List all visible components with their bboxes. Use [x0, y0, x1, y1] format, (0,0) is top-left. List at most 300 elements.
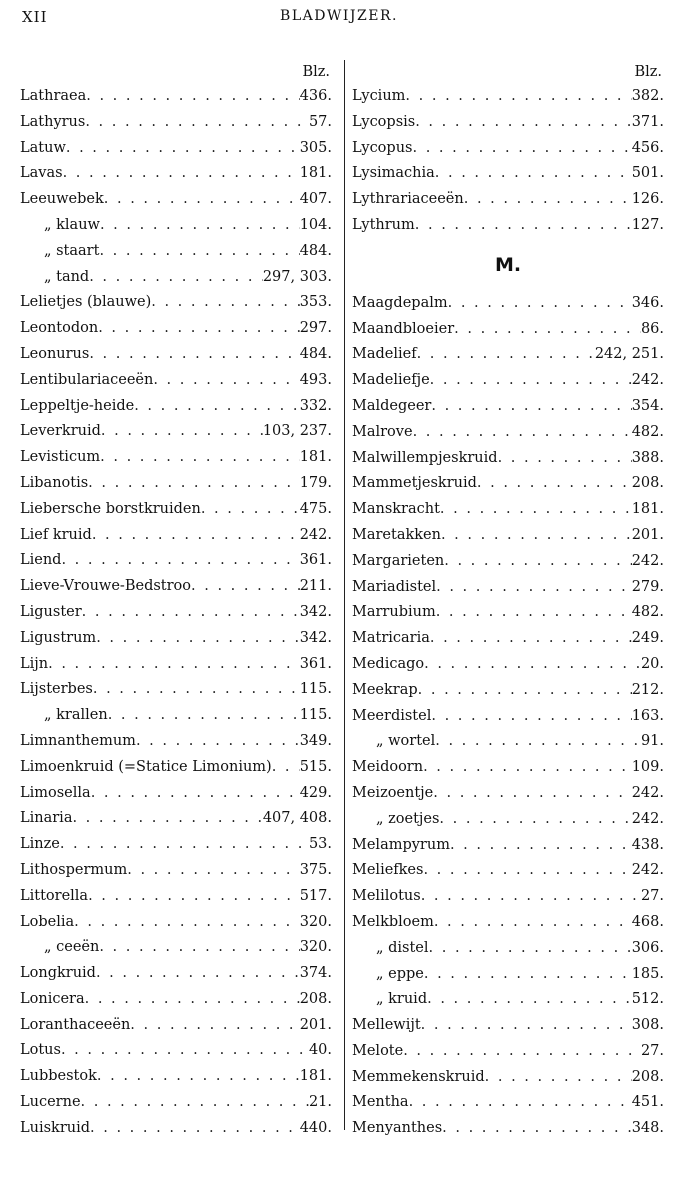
entry-term: Lonicera: [20, 990, 85, 1007]
entry-page-ref: 436.: [299, 88, 332, 104]
entry-page-ref: 242, 251.: [594, 346, 664, 363]
entry-page-ref: 115.: [299, 707, 332, 724]
index-entry: [20, 316, 332, 342]
dot-leader: [99, 239, 299, 265]
entry-page-ref: 306.: [631, 939, 664, 956]
entry-page-ref: 484.: [299, 345, 332, 362]
entry-term: Madeliefje: [352, 372, 430, 389]
dot-leader: [96, 961, 300, 987]
dot-leader: [61, 1038, 309, 1064]
index-entry: [352, 729, 664, 755]
index-entry: [352, 600, 664, 626]
dot-leader: [134, 394, 299, 420]
entry-page-ref: 349.: [299, 732, 332, 749]
index-entry: [20, 136, 332, 162]
dot-leader: [424, 962, 632, 988]
index-entry: [352, 523, 664, 549]
index-entry: [20, 1090, 332, 1116]
dot-leader: [86, 84, 299, 110]
entry-term: „ klauw: [44, 216, 100, 233]
dot-leader: [92, 523, 300, 549]
entry-page-ref: 501.: [631, 165, 664, 182]
entry-term: „ zoetjes: [376, 810, 440, 827]
dot-leader: [464, 187, 632, 213]
entry-term: Mariadistel: [352, 578, 437, 595]
entry-term: Limoenkruid (=Statice Limonium): [20, 758, 272, 775]
entry-term: Latuw: [20, 139, 66, 156]
dot-leader: [151, 290, 299, 316]
dot-leader: [130, 1013, 299, 1039]
entry-term: Matricaria: [352, 630, 430, 647]
entry-term: Liebersche borstkruiden: [20, 500, 201, 517]
entry-term: Leeuwebek: [20, 191, 104, 208]
entry-page-ref: 388.: [631, 449, 664, 466]
dot-leader: [403, 1039, 641, 1065]
entry-term: Leontodon: [20, 320, 99, 337]
dot-leader: [424, 652, 641, 678]
index-entry: [20, 445, 332, 471]
dot-leader: [439, 807, 631, 833]
dot-leader: [431, 394, 631, 420]
dot-leader: [96, 626, 300, 652]
dot-leader: [423, 858, 631, 884]
entry-term: „ eppe: [376, 965, 424, 982]
entry-term: Mentha: [352, 1094, 409, 1111]
entry-page-ref: 181.: [631, 501, 664, 518]
dot-leader: [101, 419, 263, 445]
dot-leader: [100, 445, 300, 471]
entry-page-ref: 127.: [631, 216, 664, 233]
entry-term: Melkbloem: [352, 913, 434, 930]
dot-leader: [441, 523, 632, 549]
index-entry: [352, 136, 664, 162]
index-entry: [20, 342, 332, 368]
index-entry: [20, 471, 332, 497]
entry-page-ref: 482.: [631, 604, 664, 621]
dot-leader: [430, 368, 632, 394]
dot-leader: [201, 497, 300, 523]
index-entry: [352, 936, 664, 962]
index-entry: [352, 626, 664, 652]
entry-page-ref: 354.: [631, 397, 664, 414]
entry-page-ref: 208.: [631, 1068, 664, 1085]
blz-label: Blz.: [302, 64, 330, 80]
entry-term: Maandbloeier: [352, 320, 455, 337]
entry-term: Linze: [20, 836, 60, 853]
index-entry-list: [20, 84, 332, 1142]
dot-leader: [85, 110, 309, 136]
index-entry: [20, 729, 332, 755]
index-entry: [20, 110, 332, 136]
entry-page-ref: 208.: [631, 475, 664, 492]
dot-leader: [436, 575, 632, 601]
entry-term: Maagdepalm: [352, 294, 448, 311]
entry-page-ref: 91.: [640, 733, 664, 750]
index-entry: [352, 884, 664, 910]
entry-page-ref: 212.: [631, 681, 664, 698]
index-entry: [20, 806, 332, 832]
entry-term: Longkruid: [20, 965, 96, 982]
entry-term: Leonurus: [20, 345, 90, 362]
entry-page-ref: 484.: [299, 242, 332, 259]
dot-leader: [405, 84, 631, 110]
index-entry: [20, 84, 332, 110]
entry-term: „ distel: [376, 939, 429, 956]
index-entry: [352, 1039, 664, 1065]
index-entry: [352, 291, 664, 317]
index-entry: [20, 600, 332, 626]
entry-term: Lycopsis: [352, 113, 416, 130]
entry-term: Mellewijt: [352, 1017, 421, 1034]
entry-page-ref: 109.: [631, 759, 664, 776]
page-header: [22, 8, 656, 36]
entry-term: Lucerne: [20, 1094, 81, 1111]
dot-leader: [423, 755, 632, 781]
dot-leader: [434, 910, 632, 936]
dot-leader: [498, 446, 632, 472]
entry-page-ref: 104.: [299, 216, 332, 233]
entry-term: Levisticum: [20, 449, 101, 466]
entry-term: Lelietjes (blauwe): [20, 294, 152, 311]
entry-term: Medicago: [352, 655, 425, 672]
dot-leader: [444, 549, 631, 575]
dot-leader: [415, 213, 632, 239]
entry-page-ref: 40.: [308, 1042, 332, 1059]
index-entry: [20, 213, 332, 239]
index-entry: [20, 265, 332, 291]
entry-page-ref: 493.: [299, 371, 332, 388]
dot-leader: [61, 548, 299, 574]
entry-page-ref: 27.: [640, 888, 664, 905]
index-entry: [352, 807, 664, 833]
entry-page-ref: 53.: [308, 836, 332, 853]
index-entry-list: [352, 84, 664, 239]
index-entry: [352, 1116, 664, 1142]
entry-page-ref: 163.: [631, 707, 664, 724]
dot-leader: [448, 291, 632, 317]
entry-term: Lotus: [20, 1042, 61, 1059]
entry-page-ref: 181.: [299, 449, 332, 466]
entry-term: „ staart: [44, 242, 100, 259]
entry-page-ref: 348.: [631, 1120, 664, 1137]
entry-term: Ligustrum: [20, 629, 97, 646]
entry-term: Lysimachia: [352, 165, 435, 182]
entry-term: Madelief: [352, 346, 417, 363]
entry-page-ref: 115.: [299, 681, 332, 698]
entry-term: Melampyrum: [352, 836, 450, 853]
entry-term: Leverkruid: [20, 423, 101, 440]
dot-leader: [66, 136, 300, 162]
dot-leader: [136, 729, 300, 755]
index-entry: [20, 626, 332, 652]
index-entry: [352, 161, 664, 187]
index-entry: [352, 394, 664, 420]
dot-leader: [433, 781, 631, 807]
entry-term: „ krallen: [44, 707, 108, 724]
entry-term: Liend: [20, 552, 62, 569]
entry-term: „ tand: [44, 268, 90, 285]
dot-leader: [74, 910, 300, 936]
entry-term: Loranthaceeën: [20, 1016, 131, 1033]
index-entry: [20, 497, 332, 523]
entry-page-ref: 468.: [631, 913, 664, 930]
index-entry: [20, 987, 332, 1013]
index-entry: [352, 987, 664, 1013]
entry-page-ref: 126.: [631, 191, 664, 208]
entry-page-ref: 342.: [299, 603, 332, 620]
index-entry: [20, 161, 332, 187]
entry-page-ref: 361.: [299, 552, 332, 569]
entry-term: Meliefkes: [352, 862, 424, 879]
entry-page-ref: 103, 237.: [262, 423, 332, 440]
entry-page-ref: 86.: [640, 320, 664, 337]
dot-leader: [98, 316, 300, 342]
entry-page-ref: 211.: [299, 578, 332, 595]
dot-leader: [415, 110, 631, 136]
dot-leader: [409, 1090, 632, 1116]
dot-leader: [100, 213, 300, 239]
dot-leader: [272, 755, 300, 781]
entry-page-ref: 440.: [299, 1119, 332, 1136]
running-title: BLADWIJZER.: [280, 8, 398, 24]
dot-leader: [63, 161, 300, 187]
entry-term: Limosella: [20, 784, 91, 801]
entry-page-ref: 242.: [631, 784, 664, 801]
entry-page-ref: 20.: [640, 655, 664, 672]
dot-leader: [436, 600, 632, 626]
entry-term: Leppeltje-heide: [20, 397, 135, 414]
index-entry: [20, 961, 332, 987]
index-entry: [20, 187, 332, 213]
entry-term: Lycopus: [352, 139, 413, 156]
entry-page-ref: 297.: [299, 320, 332, 337]
entry-term: Manskracht: [352, 501, 440, 518]
entry-term: Memmekenskruid: [352, 1068, 485, 1085]
entry-term: Lythrariaceeën: [352, 191, 464, 208]
entry-page-ref: 305.: [299, 139, 332, 156]
entry-term: Melote: [352, 1042, 404, 1059]
dot-leader: [89, 342, 299, 368]
entry-term: Lythrum: [352, 216, 415, 233]
entry-page-ref: 482.: [631, 423, 664, 440]
index-entry: [352, 420, 664, 446]
entry-page-ref: 242.: [631, 810, 664, 827]
index-entry: [352, 704, 664, 730]
index-entry: [20, 1038, 332, 1064]
entry-page-ref: 179.: [299, 474, 332, 491]
dot-leader: [99, 935, 299, 961]
blz-label: Blz.: [634, 64, 662, 80]
entry-page-ref: 185.: [631, 965, 664, 982]
entry-term: Meekrap: [352, 681, 418, 698]
entry-term: Malwillempjeskruid: [352, 449, 498, 466]
dot-leader: [454, 317, 641, 343]
index-entry: [352, 781, 664, 807]
index-entry: [20, 574, 332, 600]
entry-term: Maldegeer: [352, 397, 432, 414]
index-entry: [20, 858, 332, 884]
dot-leader: [81, 1090, 309, 1116]
entry-page-ref: 456.: [631, 139, 664, 156]
entry-page-ref: 308.: [631, 1017, 664, 1034]
entry-term: Libanotis: [20, 474, 89, 491]
index-entry: [352, 446, 664, 472]
entry-page-ref: 242.: [299, 526, 332, 543]
entry-term: Lathraea: [20, 88, 87, 104]
index-entry: [352, 1013, 664, 1039]
index-entry: [20, 832, 332, 858]
index-entry: [20, 1064, 332, 1090]
index-entry: [20, 652, 332, 678]
entry-term: Lithospermum: [20, 861, 128, 878]
entry-page-ref: 429.: [299, 784, 332, 801]
index-entry: [352, 84, 664, 110]
dot-leader: [127, 858, 299, 884]
entry-page-ref: 297, 303.: [262, 268, 332, 285]
index-entry: [20, 419, 332, 445]
entry-page-ref: 242.: [631, 862, 664, 879]
entry-page-ref: 475.: [299, 500, 332, 517]
entry-term: Lobelia: [20, 913, 75, 930]
entry-term: Meerdistel: [352, 707, 432, 724]
index-entry: [352, 1065, 664, 1091]
index-entry: [352, 910, 664, 936]
entry-page-ref: 371.: [631, 113, 664, 130]
index-entry: [352, 678, 664, 704]
entry-page-ref: 451.: [631, 1094, 664, 1111]
index-entry: [352, 575, 664, 601]
index-entry: [352, 652, 664, 678]
dot-leader: [442, 1116, 632, 1142]
entry-page-ref: 517.: [299, 887, 332, 904]
index-column-right: [352, 60, 664, 1140]
entry-term: Melilotus: [352, 888, 421, 905]
index-entry: [352, 317, 664, 343]
index-entry: [352, 549, 664, 575]
dot-leader: [417, 342, 595, 368]
entry-page-ref: 208.: [299, 990, 332, 1007]
index-entry: [20, 755, 332, 781]
entry-term: Maretakken: [352, 526, 441, 543]
dot-leader: [421, 884, 641, 910]
entry-page-ref: 332.: [299, 397, 332, 414]
index-entry: [20, 910, 332, 936]
entry-term: Lycium: [352, 88, 406, 104]
entry-term: Lubbestok: [20, 1068, 97, 1085]
dot-leader: [412, 136, 631, 162]
index-entry: [20, 781, 332, 807]
dot-leader: [88, 471, 300, 497]
index-entry: [20, 368, 332, 394]
entry-page-ref: 279.: [631, 578, 664, 595]
entry-term: Mammetjeskruid: [352, 475, 477, 492]
entry-term: Lieve-Vrouwe-Bedstroo: [20, 578, 192, 595]
index-entry-list: [352, 291, 664, 1142]
dot-leader: [435, 729, 641, 755]
entry-term: Limnanthemum: [20, 732, 136, 749]
dot-leader: [191, 574, 300, 600]
entry-term: Marrubium: [352, 604, 436, 621]
dot-leader: [413, 420, 632, 446]
dot-leader: [477, 471, 632, 497]
entry-term: Malrove: [352, 423, 413, 440]
entry-term: Meidoorn: [352, 759, 424, 776]
entry-term: Lijn: [20, 655, 49, 672]
dot-leader: [72, 806, 262, 832]
section-heading: M.: [494, 253, 522, 276]
entry-term: Lijsterbes: [20, 681, 93, 698]
dot-leader: [89, 265, 263, 291]
dot-leader: [85, 987, 300, 1013]
dot-leader: [93, 677, 300, 703]
entry-page-ref: 374.: [299, 965, 332, 982]
entry-page-ref: 242.: [631, 552, 664, 569]
index-entry: [20, 1013, 332, 1039]
entry-term: „ kruid: [376, 991, 428, 1008]
entry-page-ref: 375.: [299, 861, 332, 878]
dot-leader: [429, 936, 632, 962]
index-entry: [352, 962, 664, 988]
entry-term: „ ceeën: [44, 939, 100, 956]
index-entry: [352, 1090, 664, 1116]
index-column-left: [20, 60, 332, 1140]
entry-page-ref: 242.: [631, 372, 664, 389]
index-entry: [352, 497, 664, 523]
column-divider: [344, 60, 345, 1130]
entry-page-ref: 181.: [299, 1068, 332, 1085]
entry-page-ref: 320.: [299, 939, 332, 956]
index-entry: [20, 935, 332, 961]
index-entry: [20, 677, 332, 703]
dot-leader: [104, 187, 300, 213]
entry-page-ref: 512.: [631, 991, 664, 1008]
entry-term: Lentibulariaceeën: [20, 371, 154, 388]
index-entry: [352, 187, 664, 213]
entry-page-ref: 407, 408.: [262, 810, 332, 827]
entry-page-ref: 57.: [308, 113, 332, 130]
dot-leader: [153, 368, 299, 394]
entry-page-ref: 181.: [299, 165, 332, 182]
dot-leader: [450, 833, 632, 859]
entry-page-ref: 21.: [308, 1094, 332, 1111]
entry-term: Margarieten: [352, 552, 445, 569]
index-entry: [352, 858, 664, 884]
index-entry: [20, 290, 332, 316]
index-entry: [352, 833, 664, 859]
entry-term: Lathyrus: [20, 113, 86, 130]
dot-leader: [48, 652, 300, 678]
entry-page-ref: 201.: [631, 526, 664, 543]
dot-leader: [91, 781, 300, 807]
dot-leader: [427, 987, 632, 1013]
entry-page-ref: 27.: [640, 1042, 664, 1059]
index-entry: [20, 1116, 332, 1142]
entry-page-ref: 353.: [299, 294, 332, 311]
dot-leader: [440, 497, 632, 523]
index-entry: [20, 394, 332, 420]
index-entry: [352, 342, 664, 368]
entry-term: Lief kruid: [20, 526, 92, 543]
dot-leader: [88, 884, 300, 910]
dot-leader: [485, 1065, 632, 1091]
entry-term: Lavas: [20, 165, 63, 182]
entry-page-ref: 438.: [631, 836, 664, 853]
index-entry: [352, 213, 664, 239]
entry-term: „ wortel: [376, 733, 436, 750]
dot-leader: [90, 1116, 300, 1142]
dot-leader: [431, 704, 631, 730]
index-entry: [352, 755, 664, 781]
